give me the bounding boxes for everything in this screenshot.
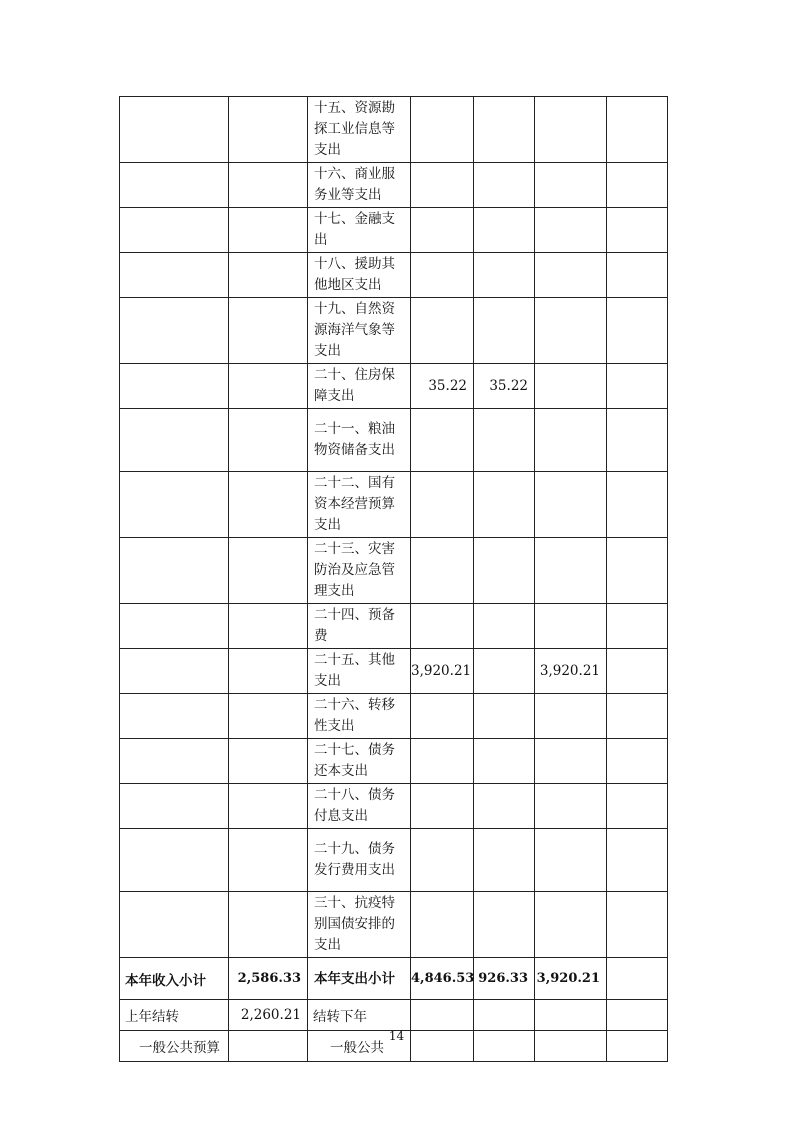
expense-total-value	[411, 892, 474, 958]
table-row	[120, 604, 668, 649]
empty-cell	[120, 253, 229, 298]
empty-cell	[120, 892, 229, 958]
empty-cell	[607, 163, 668, 208]
empty-cell	[411, 1000, 474, 1031]
expense-item-label: 二十一、粮油物资储备支出	[308, 409, 411, 472]
expense-general-value	[474, 892, 535, 958]
prev-carryover-label: 上年结转	[120, 1000, 229, 1031]
table-row	[120, 784, 668, 829]
empty-cell	[120, 784, 229, 829]
expense-other-value: 3,920.21	[535, 649, 607, 694]
expense-total-value	[411, 97, 474, 163]
expense-subtotal-total: 4,846.53	[411, 958, 474, 1000]
expense-general-value	[474, 604, 535, 649]
expense-general-value	[474, 829, 535, 892]
expense-general-value	[474, 472, 535, 538]
expense-item-label: 二十五、其他支出	[308, 649, 411, 694]
empty-cell	[607, 649, 668, 694]
empty-cell	[607, 208, 668, 253]
expense-other-value	[535, 784, 607, 829]
expense-total-value	[411, 829, 474, 892]
empty-cell	[229, 604, 308, 649]
empty-cell	[607, 1000, 668, 1031]
empty-cell	[120, 364, 229, 409]
expense-general-value	[474, 538, 535, 604]
expense-item-label: 十七、金融支出	[308, 208, 411, 253]
expense-total-value	[411, 739, 474, 784]
table-row	[120, 364, 668, 409]
empty-cell	[535, 1000, 607, 1031]
empty-cell	[120, 694, 229, 739]
expense-other-value	[535, 472, 607, 538]
expense-item-label: 十六、商业服务业等支出	[308, 163, 411, 208]
expense-total-value: 35.22	[411, 364, 474, 409]
table-row	[120, 694, 668, 739]
empty-cell	[607, 538, 668, 604]
expense-item-label: 十八、援助其他地区支出	[308, 253, 411, 298]
subtotal-row	[120, 958, 668, 1000]
table-row	[120, 892, 668, 958]
empty-cell	[607, 364, 668, 409]
empty-cell	[229, 97, 308, 163]
empty-cell	[607, 298, 668, 364]
expense-general-value	[474, 298, 535, 364]
empty-cell	[229, 892, 308, 958]
expense-total-value: 3,920.21	[411, 649, 474, 694]
expense-item-label: 二十、住房保障支出	[308, 364, 411, 409]
table-row	[120, 649, 668, 694]
empty-cell	[229, 739, 308, 784]
empty-cell	[607, 784, 668, 829]
expense-other-value	[535, 364, 607, 409]
expense-item-label: 二十六、转移性支出	[308, 694, 411, 739]
expense-item-label: 二十四、预备费	[308, 604, 411, 649]
expense-general-value	[474, 253, 535, 298]
empty-cell	[120, 739, 229, 784]
expense-item-label: 二十三、灾害防治及应急管理支出	[308, 538, 411, 604]
empty-cell	[120, 409, 229, 472]
budget-table	[119, 96, 668, 1062]
expense-subtotal-other: 3,920.21	[535, 958, 607, 1000]
expense-item-label: 三十、抗疫特别国债安排的支出	[308, 892, 411, 958]
empty-cell	[607, 829, 668, 892]
expense-other-value	[535, 694, 607, 739]
empty-cell	[229, 694, 308, 739]
next-carryover-label: 结转下年	[308, 1000, 411, 1031]
expense-total-value	[411, 298, 474, 364]
empty-cell	[120, 298, 229, 364]
expense-item-label: 十五、资源勘探工业信息等支出	[308, 97, 411, 163]
expense-general-value	[474, 208, 535, 253]
expense-general-value	[474, 784, 535, 829]
empty-cell	[120, 472, 229, 538]
expense-other-value	[535, 253, 607, 298]
expense-total-value	[411, 409, 474, 472]
prev-carryover-value: 2,260.21	[229, 1000, 308, 1031]
expense-rows	[120, 97, 668, 958]
expense-other-value	[535, 208, 607, 253]
expense-other-value	[535, 409, 607, 472]
empty-cell	[229, 163, 308, 208]
expense-other-value	[535, 97, 607, 163]
empty-cell	[229, 208, 308, 253]
carryover-row	[120, 1000, 668, 1031]
expense-other-value	[535, 829, 607, 892]
empty-cell	[229, 472, 308, 538]
table-row	[120, 409, 668, 472]
expense-total-value	[411, 538, 474, 604]
expense-general-value: 35.22	[474, 364, 535, 409]
general-budget-right-label: 一般公共	[308, 1031, 411, 1062]
empty-cell	[120, 97, 229, 163]
expense-item-label: 二十九、债务发行费用支出	[308, 829, 411, 892]
expense-total-value	[411, 208, 474, 253]
expense-other-value	[535, 538, 607, 604]
expense-other-value	[535, 298, 607, 364]
expense-other-value	[535, 739, 607, 784]
empty-cell	[229, 298, 308, 364]
table-row	[120, 739, 668, 784]
income-subtotal-value: 2,586.33	[229, 958, 308, 1000]
expense-total-value	[411, 472, 474, 538]
table-row	[120, 253, 668, 298]
empty-cell	[120, 538, 229, 604]
empty-cell	[120, 208, 229, 253]
expense-general-value	[474, 97, 535, 163]
empty-cell	[474, 1000, 535, 1031]
expense-total-value	[411, 694, 474, 739]
empty-cell	[229, 538, 308, 604]
empty-cell	[607, 253, 668, 298]
empty-cell	[607, 958, 668, 1000]
empty-cell	[607, 472, 668, 538]
table-row	[120, 829, 668, 892]
expense-total-value	[411, 784, 474, 829]
empty-cell	[607, 892, 668, 958]
empty-cell	[120, 163, 229, 208]
empty-cell	[607, 739, 668, 784]
expense-item-label: 二十八、债务付息支出	[308, 784, 411, 829]
expense-total-value	[411, 604, 474, 649]
expense-total-value	[411, 163, 474, 208]
expense-other-value	[535, 604, 607, 649]
empty-cell	[607, 694, 668, 739]
expense-item-label: 二十二、国有资本经营预算支出	[308, 472, 411, 538]
empty-cell	[120, 604, 229, 649]
table-row	[120, 538, 668, 604]
empty-cell	[229, 649, 308, 694]
expense-general-value	[474, 649, 535, 694]
expense-item-label: 二十七、债务还本支出	[308, 739, 411, 784]
empty-cell	[607, 97, 668, 163]
expense-total-value	[411, 253, 474, 298]
expense-subtotal-general: 926.33	[474, 958, 535, 1000]
empty-cell	[607, 409, 668, 472]
table-row	[120, 97, 668, 163]
expense-general-value	[474, 409, 535, 472]
expense-general-value	[474, 163, 535, 208]
expense-general-value	[474, 739, 535, 784]
table-row	[120, 298, 668, 364]
expense-other-value	[535, 892, 607, 958]
expense-other-value	[535, 163, 607, 208]
empty-cell	[229, 253, 308, 298]
empty-cell	[229, 829, 308, 892]
table-row	[120, 163, 668, 208]
table-row	[120, 472, 668, 538]
empty-cell	[229, 409, 308, 472]
empty-cell	[229, 784, 308, 829]
empty-cell	[229, 364, 308, 409]
empty-cell	[120, 829, 229, 892]
page-number: 14	[388, 1029, 405, 1043]
expense-item-label: 十九、自然资源海洋气象等支出	[308, 298, 411, 364]
income-subtotal-label: 本年收入小计	[120, 958, 229, 1000]
empty-cell	[120, 649, 229, 694]
empty-cell	[607, 604, 668, 649]
expense-subtotal-label: 本年支出小计	[308, 958, 411, 1000]
table-row	[120, 208, 668, 253]
general-budget-left-label: 一般公共预算	[120, 1031, 229, 1062]
expense-general-value	[474, 694, 535, 739]
